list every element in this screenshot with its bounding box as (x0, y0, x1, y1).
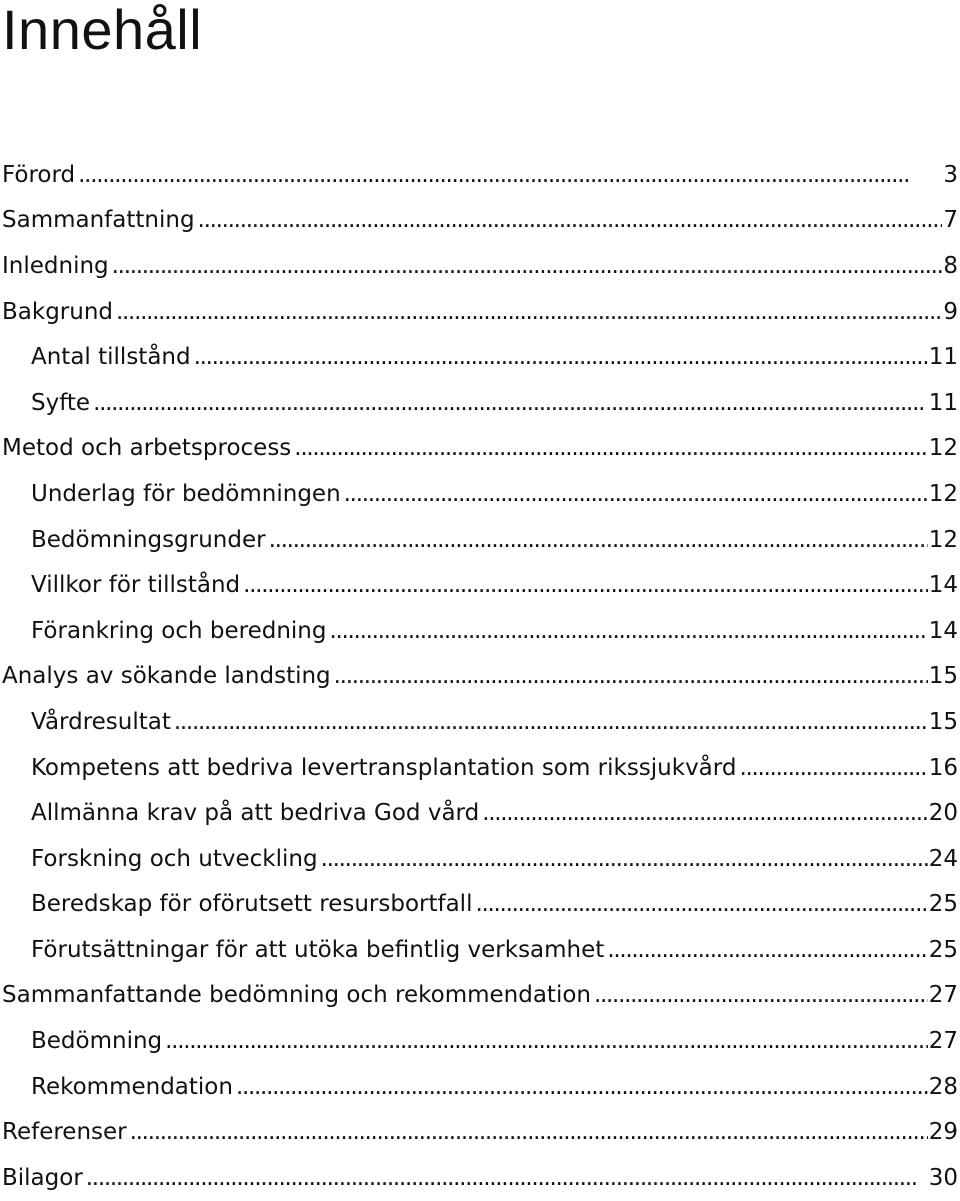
toc-entry-antal-tillstand[interactable] (0, 334, 960, 380)
dot-leader (93, 389, 928, 417)
toc-entry-page: 8 (943, 252, 958, 279)
toc-entry-label: Förankring och beredning (31, 617, 327, 644)
toc-entry-villkor-for-tillstand[interactable] (0, 562, 960, 608)
dot-leader (321, 845, 928, 873)
dot-leader (475, 890, 927, 918)
toc-entry-allmanna-krav[interactable] (0, 790, 960, 836)
dot-leader (112, 252, 943, 280)
toc-entry-page: 14 (928, 617, 958, 644)
dot-leader (607, 936, 927, 964)
dot-leader (243, 571, 928, 599)
dot-leader (294, 434, 927, 462)
toc-entry-analys-av-sokande-landsting[interactable] (0, 654, 960, 700)
toc-entry-label: Förutsättningar för att utöka befintlig verksamhet (31, 936, 605, 963)
dot-leader (116, 298, 942, 326)
toc-entry-page: 11 (928, 389, 958, 416)
toc-entry-page: 28 (928, 1073, 958, 1100)
toc-entry-inledning[interactable] (0, 243, 960, 289)
toc-entry-label: Sammanfattande bedömning och rekommendation (2, 982, 591, 1009)
toc-entry-page: 7 (943, 207, 958, 234)
toc-entry-kompetens[interactable] (0, 745, 960, 791)
toc-entry-page: 14 (928, 572, 958, 599)
toc-entry-label: Sammanfattning (2, 207, 195, 234)
toc-entry-bakgrund[interactable] (0, 289, 960, 335)
toc-entry-page: 25 (928, 891, 958, 918)
toc-entry-page: 25 (928, 936, 958, 963)
toc-entry-label: Inledning (2, 252, 109, 279)
toc-entry-label: Syfte (31, 389, 91, 416)
toc-entry-label: Kompetens att bedriva levertransplantation som rikssjukvård (31, 754, 737, 781)
toc-entry-page: 29 (928, 1119, 958, 1146)
toc-entry-page: 27 (928, 982, 958, 1009)
dot-leader (165, 1027, 928, 1055)
toc-entry-label: Förord (2, 161, 76, 188)
toc-entry-page: 24 (928, 845, 958, 872)
toc-entry-label: Villkor för tillstånd (31, 572, 241, 599)
toc-entry-forskning-och-utveckling[interactable] (0, 836, 960, 882)
toc-entry-syfte[interactable] (0, 380, 960, 426)
toc-entry-underlag-for-bedomningen[interactable] (0, 471, 960, 517)
toc-entry-label: Beredskap för oförutsett resursbortfall (31, 891, 473, 918)
toc-entry-label: Underlag för bedömningen (31, 480, 341, 507)
toc-entry-referenser[interactable] (0, 1109, 960, 1155)
toc-entry-page: 15 (928, 663, 958, 690)
toc-entry-label: Vårdresultat (31, 708, 171, 735)
toc-entry-page: 15 (928, 708, 958, 735)
dot-leader (198, 206, 943, 234)
toc-entry-label: Metod och arbetsprocess (2, 435, 292, 462)
toc-entry-beredskap[interactable] (0, 882, 960, 928)
dot-leader (194, 343, 928, 371)
toc-entry-bilagor[interactable] (0, 1155, 960, 1201)
toc-entry-page: 12 (928, 526, 958, 553)
dot-leader (86, 1164, 928, 1192)
toc-entry-bedomning[interactable] (0, 1018, 960, 1064)
dot-leader (739, 754, 927, 782)
toc-entry-rekommendation[interactable] (0, 1064, 960, 1110)
toc-entry-label: Bedömningsgrunder (31, 526, 266, 553)
toc-entry-label: Allmänna krav på att bedriva God vård (31, 800, 480, 827)
toc-entry-page: 11 (928, 344, 958, 371)
toc-entry-page: 30 (928, 1164, 958, 1191)
toc-entry-sammanfattning[interactable] (0, 198, 960, 244)
toc-entry-bedomningsgrunder[interactable] (0, 517, 960, 563)
dot-leader (130, 1118, 928, 1146)
toc-entry-page: 20 (928, 800, 958, 827)
dot-leader (344, 480, 928, 508)
dot-leader (482, 799, 928, 827)
toc-entry-page: 16 (928, 754, 958, 781)
toc-entry-label: Forskning och utveckling (31, 845, 318, 872)
dot-leader (334, 662, 928, 690)
dot-leader (594, 981, 928, 1009)
table-of-contents (0, 152, 960, 1201)
toc-entry-label: Rekommendation (31, 1073, 233, 1100)
toc-entry-metod-och-arbetsprocess[interactable] (0, 426, 960, 472)
dot-leader (236, 1073, 928, 1101)
toc-entry-label: Antal tillstånd (31, 344, 191, 371)
dot-leader (329, 617, 927, 645)
toc-entry-page: 12 (928, 480, 958, 507)
toc-entry-label: Analys av sökande landsting (2, 663, 331, 690)
toc-entry-forord[interactable] (0, 152, 960, 198)
toc-entry-label: Referenser (2, 1119, 127, 1146)
toc-entry-sammanfattande-bedomning[interactable] (0, 973, 960, 1019)
toc-entry-page: 9 (943, 298, 958, 325)
toc-entry-label: Bilagor (2, 1164, 83, 1191)
toc-entry-page: 12 (928, 435, 958, 462)
toc-entry-page: 3 (943, 161, 958, 188)
toc-entry-label: Bakgrund (2, 298, 114, 325)
page-title: Innehåll (2, 0, 203, 61)
dot-leader (269, 526, 928, 554)
toc-entry-label: Bedömning (31, 1028, 163, 1055)
toc-entry-forutsattningar[interactable] (0, 927, 960, 973)
dot-leader (78, 161, 942, 189)
toc-entry-forankring-och-beredning[interactable] (0, 608, 960, 654)
toc-entry-vardresultat[interactable] (0, 699, 960, 745)
dot-leader (174, 708, 928, 736)
toc-entry-page: 27 (928, 1028, 958, 1055)
